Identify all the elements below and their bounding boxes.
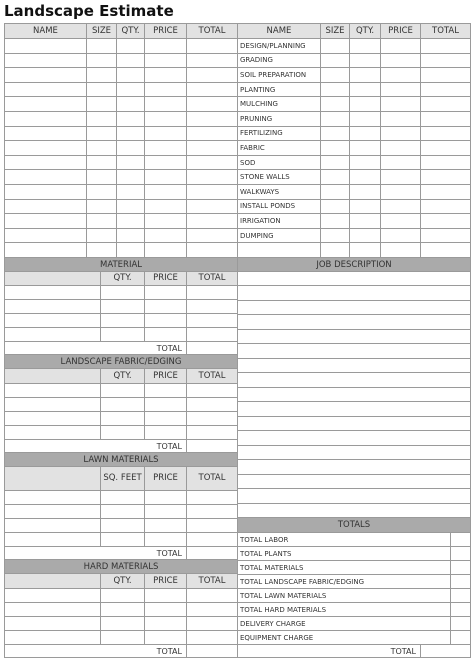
hard-row-cell[interactable] [5, 631, 101, 645]
services-right-size-cell[interactable] [321, 243, 350, 258]
services-left-price-cell[interactable] [145, 54, 187, 69]
services-left-name-cell[interactable] [5, 170, 87, 185]
material-row-cell[interactable] [5, 286, 101, 300]
services-left-qty-cell[interactable] [117, 39, 145, 54]
lawn-row-cell[interactable] [5, 505, 101, 519]
services-left-size-cell[interactable] [87, 39, 117, 54]
job-description-line[interactable] [238, 373, 471, 387]
fabric-row-cell[interactable] [187, 398, 238, 412]
services-right-price-cell[interactable] [381, 156, 421, 171]
services-left-price-cell[interactable] [145, 83, 187, 98]
services-right-size-cell[interactable] [321, 200, 350, 215]
service-item-dumping: DUMPING [238, 229, 321, 244]
lawn-total-value[interactable] [187, 547, 238, 560]
services-left-name-cell[interactable] [5, 200, 87, 215]
material-row-cell[interactable] [187, 314, 238, 328]
hard-row-cell[interactable] [187, 631, 238, 645]
services-left-total-cell[interactable] [187, 83, 238, 98]
totals-total-materials-label: TOTAL MATERIALS [238, 561, 451, 575]
lawn-total-label: TOTAL [5, 547, 187, 560]
hard-row-cell[interactable] [101, 603, 145, 617]
services-left-total-cell[interactable] [187, 243, 238, 258]
job-description-line[interactable] [238, 344, 471, 358]
job-description-line[interactable] [238, 431, 471, 445]
fabric-total-value[interactable] [187, 440, 238, 453]
service-item-fabric: FABRIC [238, 141, 321, 156]
services-left-qty-cell[interactable] [117, 68, 145, 83]
lawn-row-cell[interactable] [145, 491, 187, 505]
services-left-qty-cell[interactable] [117, 112, 145, 127]
services-right-qty-cell[interactable] [350, 156, 381, 171]
fabric-header-qty: QTY. [101, 369, 145, 384]
job-description-line[interactable] [238, 359, 471, 373]
service-item-walkways: WALKWAYS [238, 185, 321, 200]
services-right-size-cell[interactable] [321, 170, 350, 185]
services-left-qty-cell[interactable] [117, 54, 145, 69]
services-left-size-cell[interactable] [87, 54, 117, 69]
job-description-line[interactable] [238, 475, 471, 489]
services-left-name-cell[interactable] [5, 68, 87, 83]
job-description-line[interactable] [238, 460, 471, 474]
totals-delivery-charge-label: DELIVERY CHARGE [238, 617, 451, 631]
job-description-line[interactable] [238, 388, 471, 402]
totals-total-hard-materials-label: TOTAL HARD MATERIALS [238, 603, 451, 617]
fabric-row-cell[interactable] [187, 384, 238, 398]
services-right-qty-cell[interactable] [350, 170, 381, 185]
services-left-size-cell[interactable] [87, 68, 117, 83]
services-right-qty-cell[interactable] [350, 68, 381, 83]
lawn-header-price: PRICE [145, 467, 187, 491]
services-right-header-total: TOTAL [421, 24, 471, 39]
services-left-total-cell[interactable] [187, 68, 238, 83]
services-right-price-cell[interactable] [381, 185, 421, 200]
fabric-row-cell[interactable] [187, 412, 238, 426]
services-left-qty-cell[interactable] [117, 97, 145, 112]
material-row-cell[interactable] [145, 286, 187, 300]
services-right-price-cell[interactable] [381, 170, 421, 185]
job-description-line[interactable] [238, 315, 471, 329]
services-right-size-cell[interactable] [321, 127, 350, 142]
lawn-row-cell[interactable] [101, 505, 145, 519]
services-left-name-cell[interactable] [5, 127, 87, 142]
services-left-price-cell[interactable] [145, 214, 187, 229]
services-left-price-cell[interactable] [145, 97, 187, 112]
job-description-line[interactable] [238, 286, 471, 300]
lawn-row-cell[interactable] [145, 533, 187, 547]
lawn-row-cell[interactable] [101, 491, 145, 505]
totals-total-labor-label: TOTAL LABOR [238, 533, 451, 547]
services-left-qty-cell[interactable] [117, 156, 145, 171]
hard-header-qty: QTY. [101, 574, 145, 589]
material-row-cell[interactable] [5, 314, 101, 328]
job-description-line[interactable] [238, 417, 471, 431]
services-left-header-qty: QTY. [117, 24, 145, 39]
services-left-header-price: PRICE [145, 24, 187, 39]
hard-row-cell[interactable] [5, 589, 101, 603]
services-right-header-qty: QTY. [350, 24, 381, 39]
services-left-size-cell[interactable] [87, 185, 117, 200]
estimate-form [4, 23, 471, 658]
services-right-size-cell[interactable] [321, 54, 350, 69]
services-left-header-size: SIZE [87, 24, 117, 39]
services-left-name-cell[interactable] [5, 214, 87, 229]
hard-row-cell[interactable] [145, 617, 187, 631]
services-left-name-cell[interactable] [5, 243, 87, 258]
services-left-total-cell[interactable] [187, 39, 238, 54]
services-left-size-cell[interactable] [87, 83, 117, 98]
service-item-pruning: PRUNING [238, 112, 321, 127]
services-right-size-cell[interactable] [321, 141, 350, 156]
hard-row-cell[interactable] [101, 589, 145, 603]
services-left-price-cell[interactable] [145, 229, 187, 244]
fabric-header-price: PRICE [145, 369, 187, 384]
services-right-qty-cell[interactable] [350, 112, 381, 127]
totals-equipment-charge-label: EQUIPMENT CHARGE [238, 631, 451, 645]
services-right-size-cell[interactable] [321, 185, 350, 200]
job-description-line[interactable] [238, 272, 471, 286]
services-right-size-cell[interactable] [321, 156, 350, 171]
services-left-size-cell[interactable] [87, 112, 117, 127]
lawn-row-cell[interactable] [187, 491, 238, 505]
services-left-name-cell[interactable] [5, 156, 87, 171]
services-right-price-cell[interactable] [381, 243, 421, 258]
services-left-qty-cell[interactable] [117, 83, 145, 98]
fabric-row-cell[interactable] [101, 412, 145, 426]
services-right-price-cell[interactable] [381, 68, 421, 83]
material-header-price: PRICE [145, 272, 187, 286]
services-right-qty-cell[interactable] [350, 83, 381, 98]
services-right-header-size: SIZE [321, 24, 350, 39]
totals-total-lawn-materials-label: TOTAL LAWN MATERIALS [238, 589, 451, 603]
services-left-price-cell[interactable] [145, 156, 187, 171]
material-section-title: MATERIAL [5, 258, 238, 272]
services-left-qty-cell[interactable] [117, 200, 145, 215]
services-left-price-cell[interactable] [145, 39, 187, 54]
job-description-line[interactable] [238, 301, 471, 315]
fabric-row-cell[interactable] [145, 398, 187, 412]
totals-total-plants-value[interactable] [451, 547, 471, 561]
services-right-qty-cell[interactable] [350, 200, 381, 215]
hard-row-cell[interactable] [145, 603, 187, 617]
services-left-price-cell[interactable] [145, 141, 187, 156]
material-row-cell[interactable] [187, 286, 238, 300]
fabric-row-cell[interactable] [5, 426, 101, 440]
fabric-row-cell[interactable] [101, 426, 145, 440]
hard-row-cell[interactable] [5, 617, 101, 631]
hard-row-cell[interactable] [187, 603, 238, 617]
lawn-row-cell[interactable] [145, 519, 187, 533]
services-right-price-cell[interactable] [381, 54, 421, 69]
service-item-irrigation: IRRIGATION [238, 214, 321, 229]
fabric-row-cell[interactable] [101, 398, 145, 412]
services-left-qty-cell[interactable] [117, 141, 145, 156]
totals-total-hard-materials-value[interactable] [451, 603, 471, 617]
services-right-total-cell[interactable] [421, 54, 471, 69]
totals-total-landscape-fabric-edging-label: TOTAL LANDSCAPE FABRIC/EDGING [238, 575, 451, 589]
totals-equipment-charge-value[interactable] [451, 631, 471, 645]
services-right-header-name: NAME [238, 24, 321, 39]
services-left-size-cell[interactable] [87, 214, 117, 229]
services-right-total-cell[interactable] [421, 229, 471, 244]
hard-row-cell[interactable] [101, 617, 145, 631]
services-right-qty-cell[interactable] [350, 214, 381, 229]
material-row-cell[interactable] [187, 328, 238, 342]
services-left-total-cell[interactable] [187, 127, 238, 142]
job-description-line[interactable] [238, 446, 471, 460]
services-right-total-cell[interactable] [421, 185, 471, 200]
services-left-price-cell[interactable] [145, 185, 187, 200]
totals-total-landscape-fabric-edging-value[interactable] [451, 575, 471, 589]
fabric-header-total: TOTAL [187, 369, 238, 384]
services-right-size-cell[interactable] [321, 214, 350, 229]
services-right-price-cell[interactable] [381, 112, 421, 127]
services-left-qty-cell[interactable] [117, 229, 145, 244]
services-right-price-cell[interactable] [381, 141, 421, 156]
material-row-cell[interactable] [145, 300, 187, 314]
hard-header-total: TOTAL [187, 574, 238, 589]
service-item-design-planning: DESIGN/PLANNING [238, 39, 321, 54]
services-left-total-cell[interactable] [187, 97, 238, 112]
services-left-total-cell[interactable] [187, 200, 238, 215]
services-left-total-cell[interactable] [187, 141, 238, 156]
services-right-size-cell[interactable] [321, 112, 350, 127]
services-left-name-cell[interactable] [5, 39, 87, 54]
lawn-row-cell[interactable] [101, 519, 145, 533]
grand-total-label: TOTAL [238, 645, 421, 658]
services-right-total-cell[interactable] [421, 97, 471, 112]
services-right-price-cell[interactable] [381, 39, 421, 54]
services-left-price-cell[interactable] [145, 170, 187, 185]
services-right-header-price: PRICE [381, 24, 421, 39]
services-right-total-cell[interactable] [421, 83, 471, 98]
hard-row-cell[interactable] [5, 603, 101, 617]
services-left-qty-cell[interactable] [117, 170, 145, 185]
services-right-qty-cell[interactable] [350, 97, 381, 112]
services-right-qty-cell[interactable] [350, 54, 381, 69]
services-left-total-cell[interactable] [187, 185, 238, 200]
services-right-price-cell[interactable] [381, 83, 421, 98]
service-item-grading: GRADING [238, 54, 321, 69]
lawn-row-cell[interactable] [187, 505, 238, 519]
services-left-price-cell[interactable] [145, 200, 187, 215]
services-right-qty-cell[interactable] [350, 39, 381, 54]
services-left-total-cell[interactable] [187, 214, 238, 229]
service-item-sod: SOD [238, 156, 321, 171]
job-description-title: JOB DESCRIPTION [238, 258, 471, 272]
services-left-total-cell[interactable] [187, 54, 238, 69]
fabric-row-cell[interactable] [5, 398, 101, 412]
grand-total-value[interactable] [421, 645, 471, 658]
service-item-mulching: MULCHING [238, 97, 321, 112]
hard-total-label: TOTAL [5, 645, 187, 658]
hard-row-cell[interactable] [145, 631, 187, 645]
services-right-qty-cell[interactable] [350, 141, 381, 156]
services-right-total-cell[interactable] [421, 39, 471, 54]
services-left-qty-cell[interactable] [117, 243, 145, 258]
totals-total-materials-value[interactable] [451, 561, 471, 575]
lawn-row-cell[interactable] [187, 519, 238, 533]
service-item-fertilizing: FERTILIZING [238, 127, 321, 142]
job-description-line[interactable] [238, 504, 471, 518]
hard-row-cell[interactable] [145, 589, 187, 603]
services-right-size-cell[interactable] [321, 229, 350, 244]
service-item-soil-preparation: SOIL PREPARATION [238, 68, 321, 83]
services-left-name-cell[interactable] [5, 97, 87, 112]
services-left-name-cell[interactable] [5, 83, 87, 98]
services-left-size-cell[interactable] [87, 127, 117, 142]
services-left-size-cell[interactable] [87, 97, 117, 112]
job-description-line[interactable] [238, 330, 471, 344]
fabric-row-cell[interactable] [145, 412, 187, 426]
material-total-label: TOTAL [5, 342, 187, 355]
hard-row-cell[interactable] [187, 617, 238, 631]
services-left-qty-cell[interactable] [117, 127, 145, 142]
job-description-line[interactable] [238, 489, 471, 503]
lawn-row-cell[interactable] [5, 491, 101, 505]
fabric-row-cell[interactable] [145, 426, 187, 440]
lawn-section-title: LAWN MATERIALS [5, 453, 238, 467]
totals-title: TOTALS [238, 518, 471, 533]
services-right-name-cell[interactable] [238, 243, 321, 258]
lawn-row-cell[interactable] [187, 533, 238, 547]
services-right-price-cell[interactable] [381, 214, 421, 229]
services-right-qty-cell[interactable] [350, 127, 381, 142]
lawn-header-item [5, 467, 101, 491]
fabric-header-item [5, 369, 101, 384]
job-description-line[interactable] [238, 402, 471, 416]
hard-row-cell[interactable] [187, 589, 238, 603]
totals-total-labor-value[interactable] [451, 533, 471, 547]
lawn-row-cell[interactable] [5, 533, 101, 547]
material-total-value[interactable] [187, 342, 238, 355]
fabric-row-cell[interactable] [145, 384, 187, 398]
services-right-qty-cell[interactable] [350, 243, 381, 258]
services-right-total-cell[interactable] [421, 214, 471, 229]
services-left-header-total: TOTAL [187, 24, 238, 39]
material-header-qty: QTY. [101, 272, 145, 286]
services-left-name-cell[interactable] [5, 229, 87, 244]
services-right-total-cell[interactable] [421, 156, 471, 171]
services-left-qty-cell[interactable] [117, 185, 145, 200]
services-left-qty-cell[interactable] [117, 214, 145, 229]
services-left-header-name: NAME [5, 24, 87, 39]
services-left-total-cell[interactable] [187, 229, 238, 244]
material-header-item [5, 272, 101, 286]
fabric-row-cell[interactable] [101, 384, 145, 398]
lawn-row-cell[interactable] [5, 519, 101, 533]
material-row-cell[interactable] [101, 286, 145, 300]
services-right-price-cell[interactable] [381, 127, 421, 142]
services-left-size-cell[interactable] [87, 200, 117, 215]
services-left-size-cell[interactable] [87, 243, 117, 258]
services-left-total-cell[interactable] [187, 112, 238, 127]
services-right-qty-cell[interactable] [350, 229, 381, 244]
services-right-price-cell[interactable] [381, 97, 421, 112]
services-left-size-cell[interactable] [87, 170, 117, 185]
hard-header-price: PRICE [145, 574, 187, 589]
fabric-total-label: TOTAL [5, 440, 187, 453]
services-left-total-cell[interactable] [187, 156, 238, 171]
material-row-cell[interactable] [101, 328, 145, 342]
services-right-size-cell[interactable] [321, 83, 350, 98]
services-left-price-cell[interactable] [145, 127, 187, 142]
lawn-row-cell[interactable] [101, 533, 145, 547]
services-right-size-cell[interactable] [321, 39, 350, 54]
totals-total-plants-label: TOTAL PLANTS [238, 547, 451, 561]
services-left-name-cell[interactable] [5, 185, 87, 200]
services-left-size-cell[interactable] [87, 229, 117, 244]
material-row-cell[interactable] [5, 300, 101, 314]
service-item-stone-walls: STONE WALLS [238, 170, 321, 185]
services-left-name-cell[interactable] [5, 54, 87, 69]
services-right-total-cell[interactable] [421, 68, 471, 83]
material-header-total: TOTAL [187, 272, 238, 286]
services-right-price-cell[interactable] [381, 200, 421, 215]
material-row-cell[interactable] [101, 300, 145, 314]
services-left-price-cell[interactable] [145, 68, 187, 83]
services-right-total-cell[interactable] [421, 112, 471, 127]
services-right-size-cell[interactable] [321, 97, 350, 112]
material-row-cell[interactable] [145, 328, 187, 342]
totals-total-lawn-materials-value[interactable] [451, 589, 471, 603]
services-right-size-cell[interactable] [321, 68, 350, 83]
services-right-qty-cell[interactable] [350, 185, 381, 200]
services-right-total-cell[interactable] [421, 243, 471, 258]
lawn-header-qty: SQ. FEET [101, 467, 145, 491]
material-row-cell[interactable] [145, 314, 187, 328]
services-right-total-cell[interactable] [421, 127, 471, 142]
material-row-cell[interactable] [5, 328, 101, 342]
services-left-price-cell[interactable] [145, 243, 187, 258]
services-left-size-cell[interactable] [87, 141, 117, 156]
services-left-name-cell[interactable] [5, 112, 87, 127]
service-item-planting: PLANTING [238, 83, 321, 98]
fabric-section-title: LANDSCAPE FABRIC/EDGING [5, 355, 238, 369]
lawn-header-total: TOTAL [187, 467, 238, 491]
material-row-cell[interactable] [187, 300, 238, 314]
services-right-price-cell[interactable] [381, 229, 421, 244]
fabric-row-cell[interactable] [5, 412, 101, 426]
services-right-total-cell[interactable] [421, 141, 471, 156]
hard-header-item [5, 574, 101, 589]
services-right-total-cell[interactable] [421, 200, 471, 215]
services-left-price-cell[interactable] [145, 112, 187, 127]
fabric-row-cell[interactable] [5, 384, 101, 398]
material-row-cell[interactable] [101, 314, 145, 328]
hard-section-title: HARD MATERIALS [5, 560, 238, 574]
services-right-total-cell[interactable] [421, 170, 471, 185]
lawn-row-cell[interactable] [145, 505, 187, 519]
page-title: Landscape Estimate [4, 2, 174, 20]
fabric-row-cell[interactable] [187, 426, 238, 440]
hard-total-value[interactable] [187, 645, 238, 658]
totals-delivery-charge-value[interactable] [451, 617, 471, 631]
hard-row-cell[interactable] [101, 631, 145, 645]
service-item-install-ponds: INSTALL PONDS [238, 200, 321, 215]
services-left-total-cell[interactable] [187, 170, 238, 185]
services-left-name-cell[interactable] [5, 141, 87, 156]
services-left-size-cell[interactable] [87, 156, 117, 171]
